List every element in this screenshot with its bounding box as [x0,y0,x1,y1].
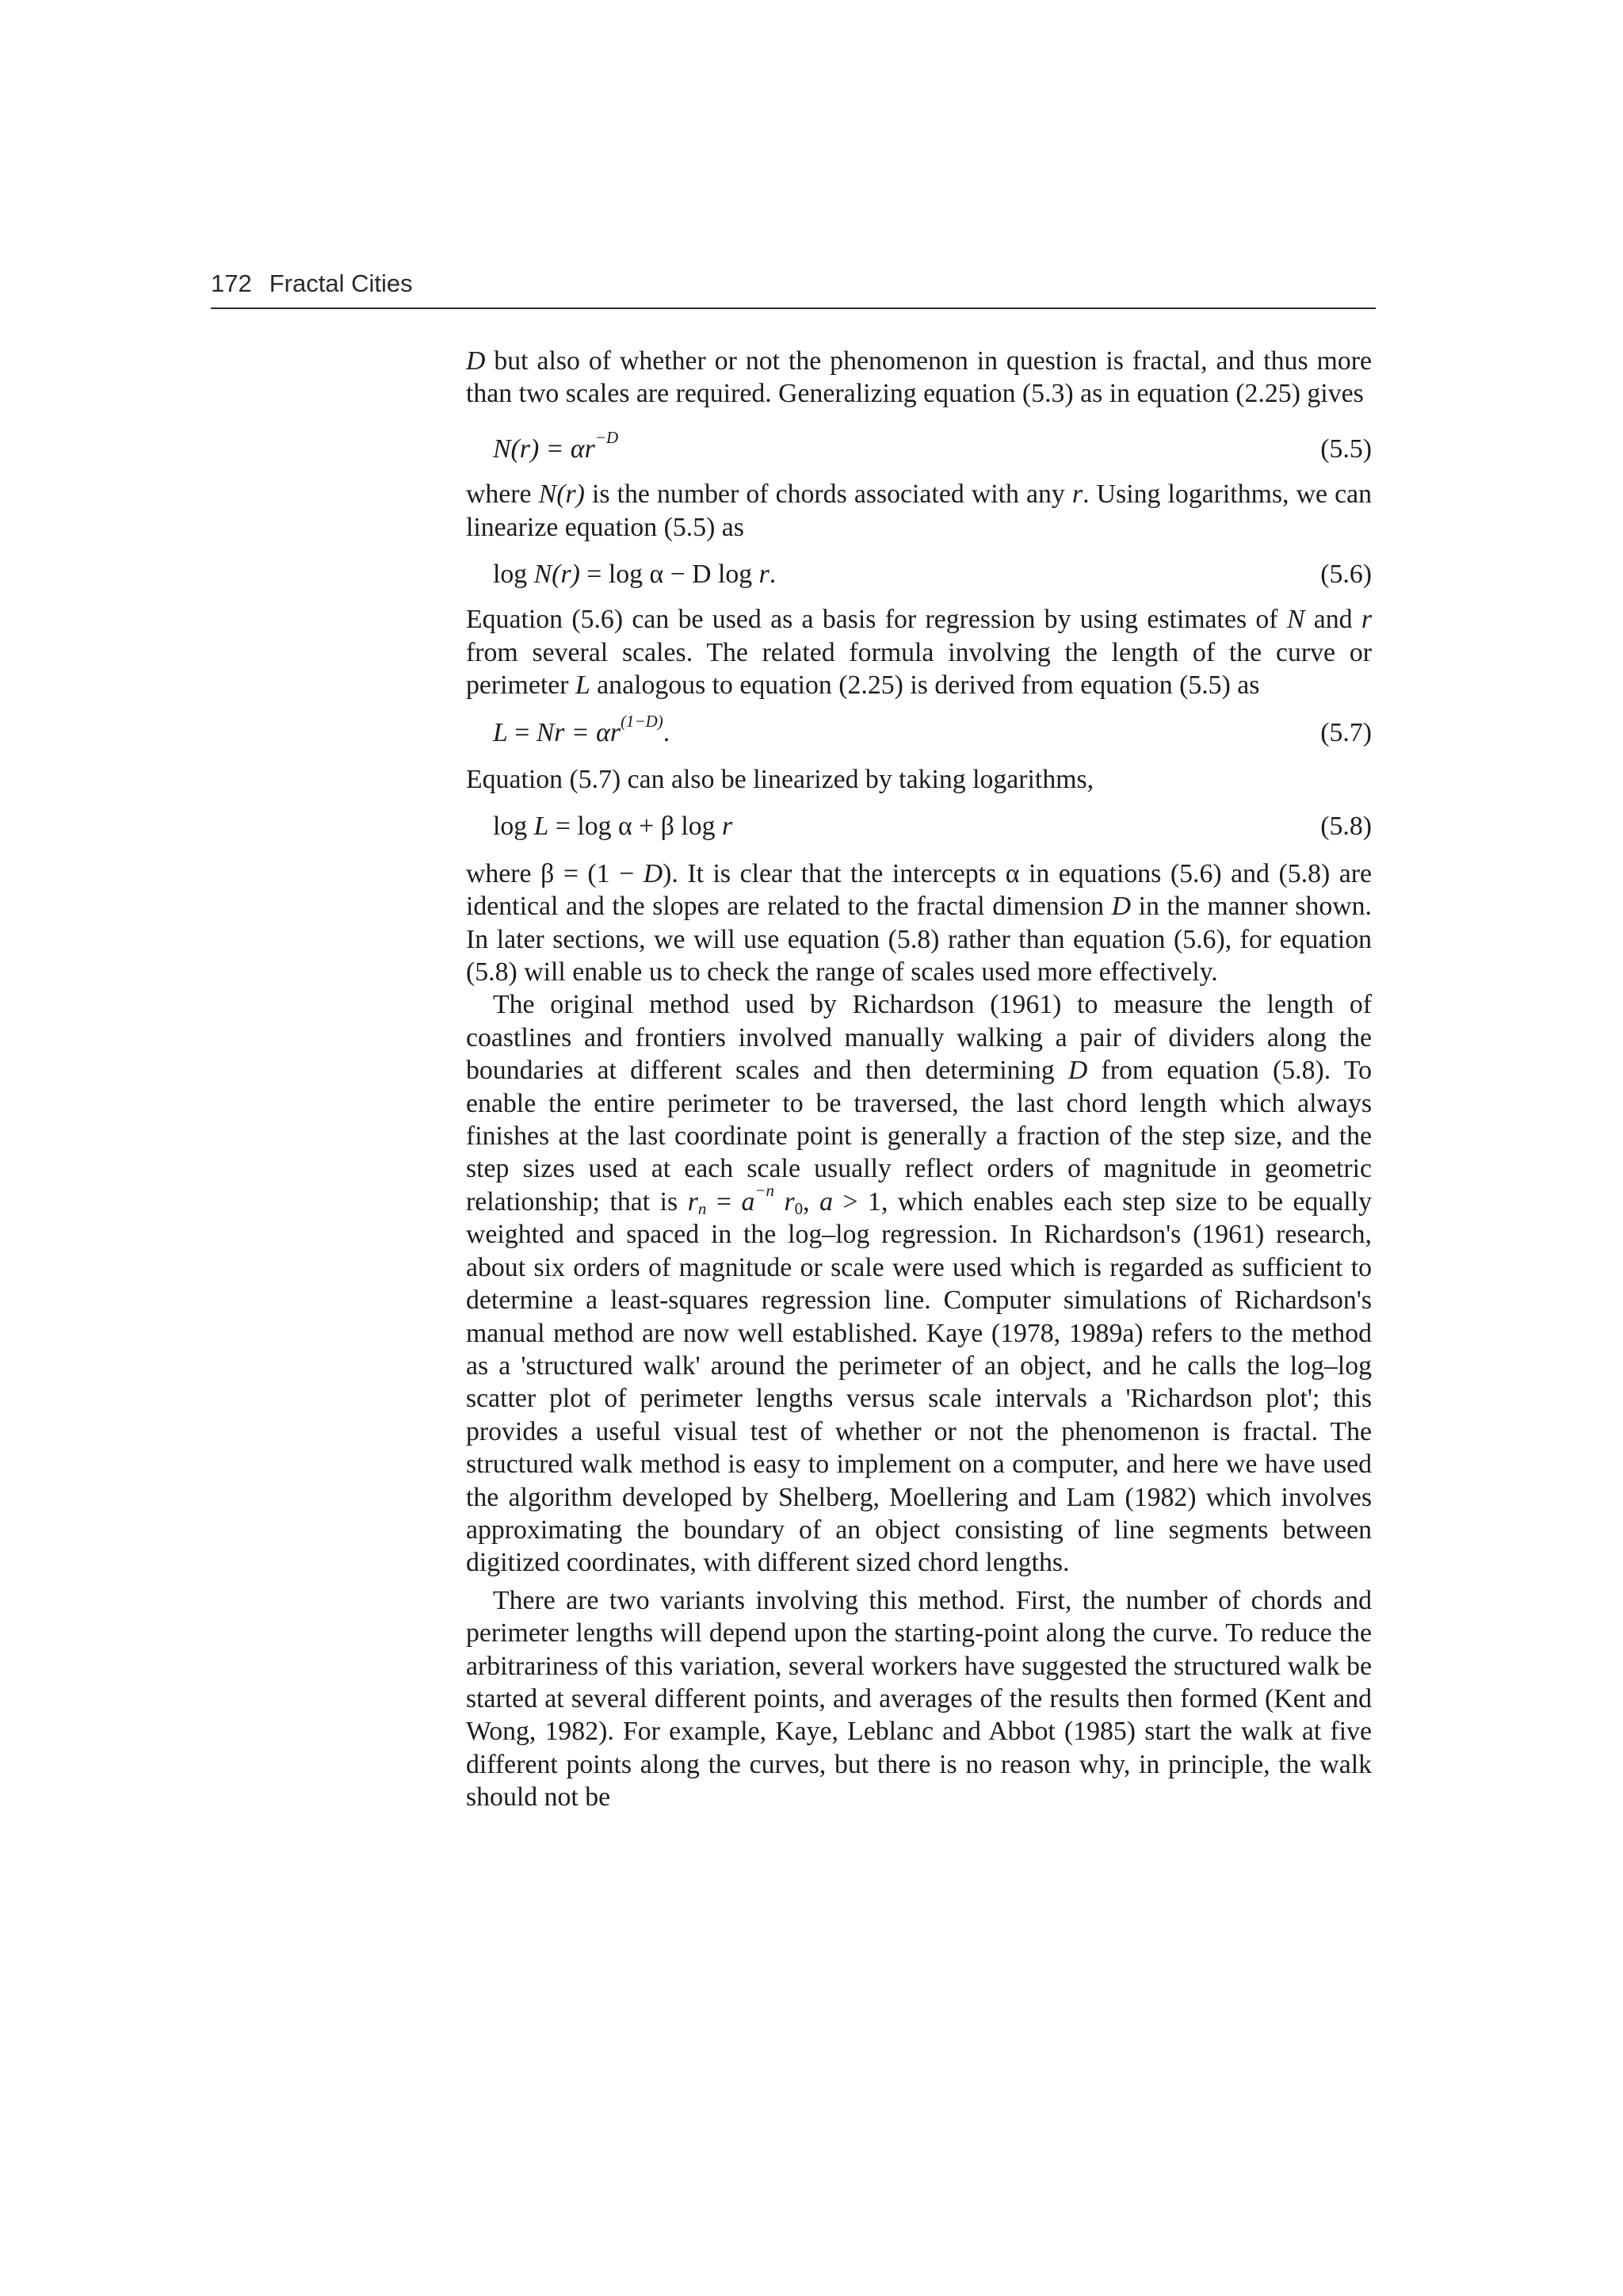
paragraph-7: There are two variants involving this method. First, the number of chords and perimeter lengths will depend upon the starting-point along the curve. To reduce the arbitrariness of this variation, several workers have suggested the structured walk be started at several different points, and averages of the results then formed (Kent and Wong, 1982). For example, Kaye, Leblanc and Abbot (1985) start the walk at five different points along the curves, but there is no reason why, in principle, the walk should not be [466,1585,1372,1813]
equation-label: (5.7) [1320,717,1372,747]
equation-label: (5.6) [1320,560,1372,590]
equation-5-6: log N(r) = log α − D log r. (5.6) [466,558,1372,590]
header-rule [211,308,1376,309]
paragraph-5: where β = (1 − D). It is clear that the intercepts α in equations (5.6) and (5.8) are identical and the slopes are related to the fractal dimension D in the manner shown. In later sections, we will use equation (5.8) rather than equation (5.6), for equation (5.8) will enable us to check the range of scales used more effectively. [466,858,1373,988]
equation-label: (5.5) [1320,434,1372,464]
running-header [211,269,1376,298]
equation-5-5: $N(r) = \alpha r^{-D}$ (5.5) [466,433,1372,465]
equation-5-7: $L = Nr = \alpha r^{(1-D)}$. (5.7) [466,716,1372,749]
paragraph-4: Equation (5.7) can also be linearized by taking logarithms, [466,765,1094,795]
running-title: Fractal Cities [269,269,413,297]
equation-5-8: log L = log α + β log r (5.8) [466,810,1372,842]
var-D: D [466,346,486,376]
paragraph-3: Equation (5.6) can be used as a basis for regression by using estimates of N and r from several scales. The related formula involving the length of the curve or perimeter L analogous to equation (2.25) is derived from equation (5.5) as [466,605,1372,701]
paragraph-2: where N(r) is the number of chords associated with any r. Using logarithms, we can linearize equation (5.5) as [466,479,1373,542]
paragraph-1: D but also of whether or not the phenomenon in question is fractal, and thus more than two scales are required. Generalizing equation (5.3) as in equation (2.25) gives [466,346,1372,409]
page-body [466,345,1372,1814]
paragraph-6: The original method used by Richardson (1961) to measure the length of coastlines and frontiers involved manually walking a pair of dividers along the boundaries at different scales and then determining D from equation (5.8). To enable the entire perimeter to be traversed, the last chord length which always finishes at the last coordinate point is generally a fraction of the step size, and the step sizes used at each scale usually reflect orders of magnitude in geometric relationship; that is $r_n = a^{-n}$ $r_0$, a > 1, which enables each step size to be equally weighted and spaced in the log–log regression. In Richardson's (1961) research, about six orders of magnitude or scale were used which is regarded as sufficient to determine a least-squares regression line. Computer simulations of Richardson's manual method are now well established. Kaye (1978, 1989a) refers to the method as a 'structured walk' around the perimeter of an object, and he calls the log–log scatter plot of perimeter lengths versus scale intervals a 'Richardson plot'; this provides a useful visual test of whether or not the phenomenon is fractal. The structured walk method is easy to implement on a computer, and here we have used the algorithm developed by Shelberg, Moellering and Lam (1982) which involves approximating the boundary of an object consisting of line segments between digitized coordinates, with different sized chord lengths. [466,990,1373,1578]
equation-label: (5.8) [1320,812,1372,842]
page-number: 172 [211,269,252,297]
